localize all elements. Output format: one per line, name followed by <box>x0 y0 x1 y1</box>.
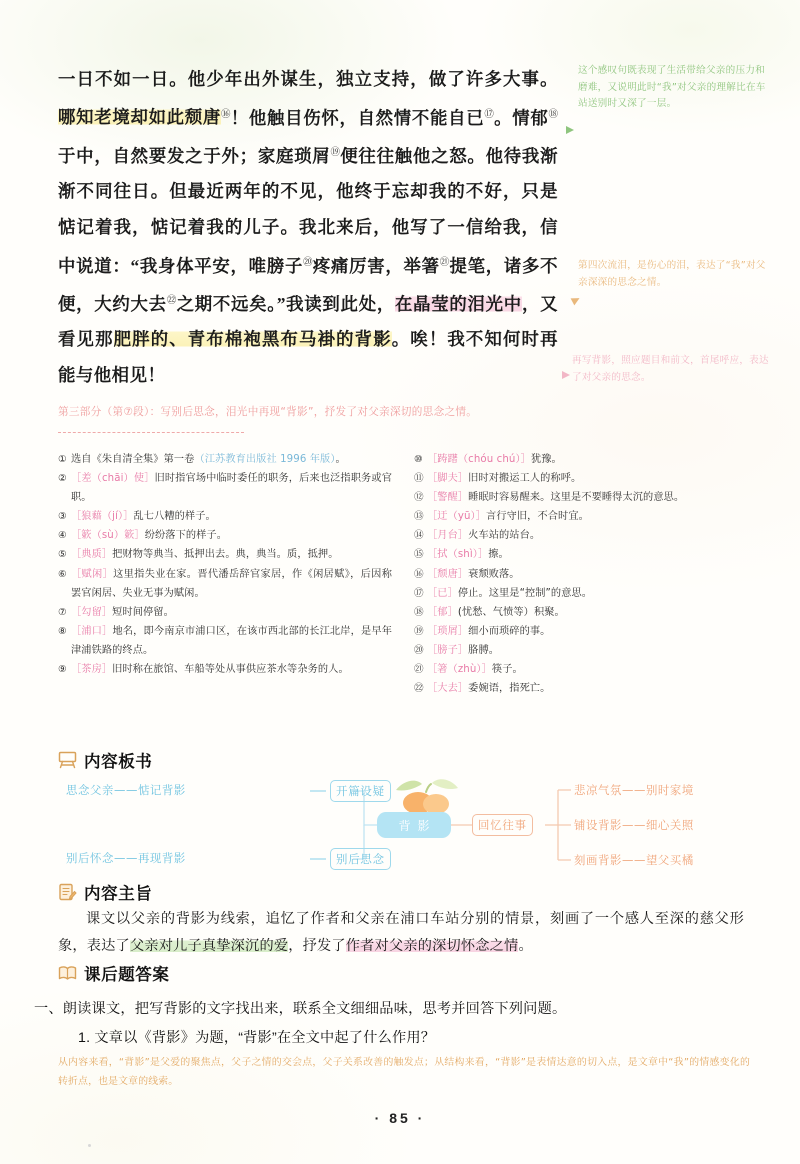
open-book-icon <box>58 964 77 982</box>
section-heading-answer <box>58 961 170 985</box>
question-1-sub: 1. 文章以《背影》为题，“背影”在全文中起了什么作用？ <box>78 1030 436 1046</box>
footnote-item: ㉒ ［大去］委婉语，指死亡。 <box>414 679 748 698</box>
footnote-headword: ［勾留］ <box>71 606 113 618</box>
footnote-headword: ［膀子］ <box>427 644 469 656</box>
footnote-number: ① <box>58 454 67 465</box>
board-mindmap <box>58 776 748 874</box>
board-left-branch-2-label: 别后怀念——再现背影 <box>66 851 186 865</box>
theme-highlighted-run: 父亲对儿子真挚深沉的爱 <box>129 938 289 954</box>
footnote-marker: ⑳ <box>303 257 313 268</box>
footnote-headword: ［月台］ <box>427 530 469 542</box>
body-run: 一日不如一日。他少年出外谋生，独立支持，做了许多大事。 <box>58 69 558 89</box>
footnote-number: ④ <box>58 530 67 542</box>
footnote-item: ⑧ ［浦口］地名，即今南京市浦口区，在该市西北部的长江北岸，是早年津浦铁路的终点。 <box>58 622 392 660</box>
footnote-number: ⑪ <box>414 473 424 485</box>
section-heading-board <box>58 748 152 772</box>
footnote-headword: ［大去］ <box>427 683 469 695</box>
theme-paragraph <box>58 906 744 960</box>
footnote-number: ⑥ <box>58 568 67 580</box>
annotation-arrow-green-icon <box>566 126 574 134</box>
footnote-headword: ［赋闲］ <box>71 568 114 580</box>
section-heading-theme-label: 内容主旨 <box>84 885 153 903</box>
divider-dashed <box>58 432 244 433</box>
footnote-item: ⑮ ［拭（shì）］擦。 <box>414 545 748 564</box>
body-run: 。情郁 <box>494 107 549 128</box>
footnote-item: ② ［差（chāi）使］旧时指官场中临时委任的职务，后来也泛指职务或官职。 <box>58 469 392 507</box>
footnote-item: ⑥ ［赋闲］这里指失业在家。晋代潘岳辞官家居，作《闲居赋》，后因称罢官闲居、失业无事为赋闲。 <box>58 565 392 603</box>
body-run: 提笔，诸多不便，大约大去 <box>58 255 558 314</box>
body-run: ！他触目伤怀，自然情不能自已 <box>230 107 485 128</box>
footnotes-column-left <box>58 450 392 698</box>
section-heading-answer-label: 课后题答案 <box>84 966 170 984</box>
footnote-headword: ［脚夫］ <box>427 473 469 485</box>
footnote-headword: ［警醒］ <box>427 492 469 504</box>
footnote-headword: ［踌躇（chóu chú）］ <box>427 454 531 465</box>
footnote-headword: ［郁］ <box>427 606 458 618</box>
footnote-number: ㉑ <box>414 664 424 676</box>
footnote-item: ⑩ ［踌躇（chóu chú）］犹豫。 <box>414 450 748 469</box>
footnote-number: ⑧ <box>58 625 67 637</box>
footnote-number: ⑯ <box>414 568 424 580</box>
board-right-branch-2: 铺设背影——细心关照 <box>574 818 694 832</box>
footnote-number: ② <box>58 473 67 485</box>
highlighted-run: 肥胖的、青布棉袍黑布马褂的背影 <box>113 329 392 350</box>
footnote-item: ① 选自《朱自清全集》第一卷（江苏教育出版社 1996 年版）。 <box>58 450 392 469</box>
theme-highlighted-run: 作者对父亲的深切怀念之情 <box>345 938 519 954</box>
note-pencil-icon <box>58 883 77 901</box>
footnote-marker: ㉑ <box>439 257 450 268</box>
footnote-item: ⑳ ［膀子］胳膊。 <box>414 641 748 660</box>
footnote-item: ⑲ ［琐屑］细小而琐碎的事。 <box>414 622 748 641</box>
footnote-item: ⑱ ［郁］(忧愁、气愤等）积聚。 <box>414 603 748 622</box>
footnote-number: ⑫ <box>414 492 424 504</box>
footnote-item: ⑰ ［已］停止。这里是“控制”的意思。 <box>414 584 748 603</box>
footnote-number: ⑤ <box>58 549 67 561</box>
footnote-headword: ［狼藉（jí）］ <box>71 511 134 523</box>
body-run: ，又看见那 <box>58 293 558 350</box>
section-heading-theme <box>58 880 152 904</box>
footnote-item: ⑪ ［脚夫］旧时对搬运工人的称呼。 <box>414 469 748 488</box>
highlighted-run: 在晶莹的泪光中 <box>394 293 522 314</box>
footnotes-block <box>58 450 748 698</box>
theme-run: ，抒发了 <box>288 938 346 954</box>
board-left-branch-1-label: 思念父亲——惦记背影 <box>66 783 186 797</box>
footnote-number: ⑩ <box>414 454 423 465</box>
footnote-item: ⑬ ［迂（yū）］言行守旧，不合时宜。 <box>414 507 748 526</box>
annotation-arrow-pink-icon <box>562 371 570 379</box>
footnote-headword: ［拭（shì）］ <box>427 549 489 561</box>
theme-run: 课文以父亲的背影为线索，追忆了作者和父亲在浦口车站分别的情景，刻画了一个感人至深的慈父形象，表达了 <box>58 911 744 954</box>
question-1-prompt: 一、朗读课文，把写背影的文字找出来，联系全文细细品味，思考并回答下列问题。 <box>34 1001 567 1017</box>
margin-note-green: 这个感叹句既表现了生活带给父亲的压力和磨难，又说明此时“我”对父亲的理解比在车站送别时又深了一层。 <box>578 65 766 109</box>
footnote-marker: ⑱ <box>548 109 558 120</box>
body-run: 疼痛厉害，举箸 <box>312 255 440 276</box>
footnote-number: ⑳ <box>414 644 424 656</box>
question-1-answer: 从内容来看，“背影”是父爱的聚焦点，父子之情的交会点，父子关系改善的触发点；从结构来看，“背影”是表情达意的切入点，是文章中“我”的情感变化的转折点，也是文章的线索。 <box>58 1057 750 1087</box>
board-right-box: 回忆往事 <box>472 814 533 836</box>
footnote-headword: ［茶房］ <box>71 664 113 676</box>
footnote-number: ⑮ <box>414 549 424 561</box>
footnote-item: ⑨ ［茶房］旧时称在旅馆、车船等处从事供应茶水等杂务的人。 <box>58 660 392 679</box>
margin-note-pink: 再写背影，照应题目和前文，首尾呼应，表达了对父亲的思念。 <box>572 355 769 383</box>
page-number: · 85 · <box>374 1110 426 1126</box>
footnote-number: ③ <box>58 511 67 523</box>
footnote-marker: ⑰ <box>484 109 495 120</box>
footnote-number: ㉒ <box>414 683 424 695</box>
footnote-item: ⑫ ［警醒］睡眠时容易醒来。这里是不要睡得太沉的意思。 <box>414 488 748 507</box>
footnote-headword: ［典质］ <box>71 549 113 561</box>
footnote-headword: ［已］ <box>427 587 458 599</box>
body-run: 之期不远矣。”我读到此处， <box>176 293 395 314</box>
board-right-branch-3: 刻画背影——望父买橘 <box>574 853 694 867</box>
footnote-headword: ［箸（zhù）］ <box>427 664 492 676</box>
footnote-number: ⑬ <box>414 511 424 523</box>
footnote-item: ⑦ ［勾留］短时间停留。 <box>58 603 392 622</box>
annotation-arrow-orange-icon <box>571 295 582 306</box>
footnote-item: ⑯ ［颓唐］衰颓败落。 <box>414 565 748 584</box>
footnote-pinyin: （江苏教育出版社 1996 年版） <box>194 454 336 465</box>
section-heading-board-label: 内容板书 <box>84 753 153 771</box>
footnote-number: ⑦ <box>58 606 67 618</box>
easel-board-icon <box>58 751 77 769</box>
footnote-marker: ㉒ <box>166 295 177 306</box>
footnote-headword: ［簌（sù）簌］ <box>71 530 145 542</box>
margin-note-orange: 第四次流泪，是伤心的泪，表达了“我”对父亲深深的思念之情。 <box>578 260 766 288</box>
corner-dot-decoration <box>88 1144 91 1147</box>
lesson-paragraph <box>58 62 558 394</box>
footnotes-column-right <box>414 450 748 698</box>
footnote-headword: ［颓唐］ <box>427 568 469 580</box>
footnote-marker: ⑲ <box>330 147 341 158</box>
footnote-headword: ［浦口］ <box>71 625 113 637</box>
footnote-number: ⑲ <box>414 625 424 637</box>
body-run: 于中，自然要发之于外；家庭琐屑 <box>58 145 331 166</box>
footnote-item: ④ ［簌（sù）簌］纷纷落下的样子。 <box>58 526 392 545</box>
footnote-item: ③ ［狼藉（jí）］乱七八糟的样子。 <box>58 507 392 526</box>
footnote-item: ⑤ ［典质］把财物等典当、抵押出去。典，典当。质，抵押。 <box>58 545 392 564</box>
lesson-body-text <box>58 62 558 394</box>
board-left-branch-1-box: 开篇设疑 <box>330 780 391 802</box>
footnote-number: ⑱ <box>414 606 424 618</box>
footnote-headword: ［琐屑］ <box>427 625 469 637</box>
footnote-number: ⑰ <box>414 587 424 599</box>
theme-run: 。 <box>518 938 533 954</box>
board-left-branch-2-box: 别后思念 <box>330 848 391 870</box>
footnote-item: ㉑ ［箸（zhù）］筷子。 <box>414 660 748 679</box>
footnote-marker: ⑯ <box>221 109 231 120</box>
footnote-number: ⑨ <box>58 664 67 676</box>
body-run: 便往往触他之怒。他待我渐渐不同往日。但最近两年的不见，他终于忘却我的不好，只是惦记着我，惦记着我的儿子。我北来后，他写了一信给我，信中说道：“我身体平安，唯膀子 <box>58 145 558 276</box>
footnote-number: ⑭ <box>414 530 424 542</box>
board-center-node: 背影 <box>377 812 451 838</box>
board-right-branch-1: 悲凉气氛——别时家境 <box>574 783 694 797</box>
footnote-item: ⑭ ［月台］火车站的站台。 <box>414 526 748 545</box>
part-summary-note: 第三部分（第⑦段）：写别后思念，泪光中再现“背影”，抒发了对父亲深切的思念之情。 <box>58 406 478 418</box>
body-run: 。唉！我不知何时再能与他相见！ <box>58 329 558 385</box>
footnote-headword: ［迂（yū）］ <box>427 511 487 523</box>
footnote-headword: ［差（chāi）使］ <box>71 473 155 485</box>
highlighted-run: 哪知老境却如此颓唐 <box>58 107 222 128</box>
